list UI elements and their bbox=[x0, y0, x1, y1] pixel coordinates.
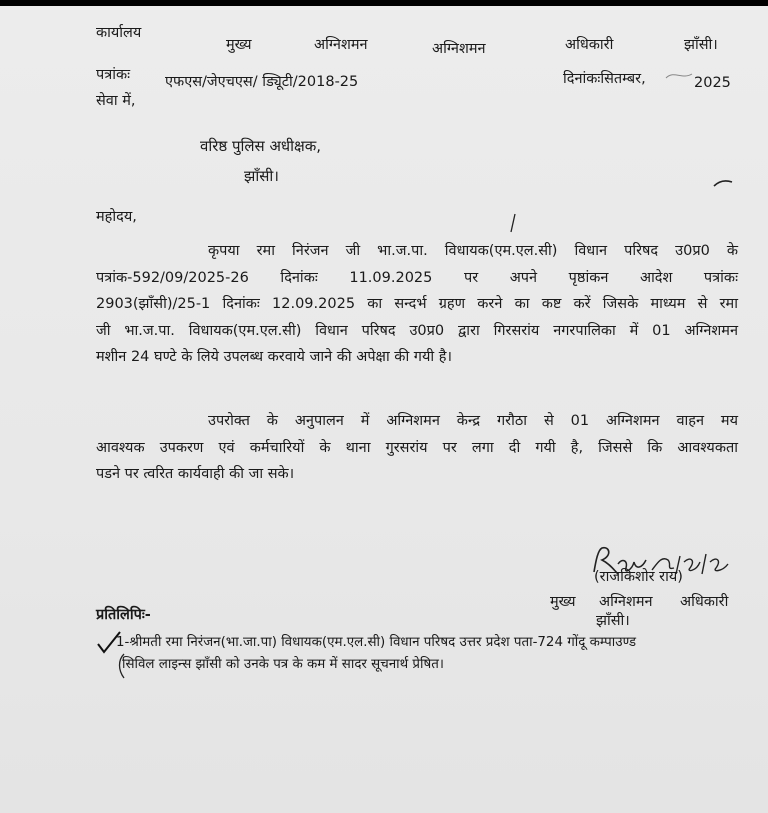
para1-line-1: कृपया रमा निरंजन जी भा.ज.पा. विधायक(एम.एल.सी) विधान परिषद उ0प्र0 के bbox=[208, 243, 738, 259]
date-smudge bbox=[664, 66, 694, 86]
ref-number: एफएस/जेएचएस/ ड्यिूटी/2018-25 bbox=[165, 74, 359, 90]
header-word-officer: अधिकारी bbox=[565, 37, 614, 53]
header-word-fire-1: अग्निशमन bbox=[314, 37, 368, 53]
para2-line-1: उपरोक्त के अनुपालन में अग्निशमन केन्द्र गरौठा से 01 अग्निशमन वाहन मय bbox=[208, 413, 738, 429]
recipient-title: वरिष्ठ पुलिस अधीक्षक, bbox=[200, 137, 322, 155]
signatory-word-officer: अधिकारी bbox=[680, 594, 729, 610]
ref-label: पत्रांकः bbox=[96, 67, 131, 83]
para1-line-4: जी भा.ज.पा. विधायक(एम.एल.सी) विधान परिषद उ0प्र0 द्वारा गिरसरांय नगरपालिका में 01 अग्निशमन bbox=[96, 322, 738, 339]
signatory-word-chief: मुख्य bbox=[550, 594, 576, 610]
header-word-chief: मुख्य bbox=[226, 37, 252, 53]
copy-line-2: सिविल लाइन्स झाँसी को उनके पत्र के कम में सादर सूचनार्थ प्रेषित। bbox=[122, 657, 444, 672]
para2-line-3: पडने पर त्वरित कार्यवाही की जा सके। bbox=[96, 466, 295, 482]
letter-page bbox=[0, 6, 768, 813]
ref-year: 2025 bbox=[694, 75, 731, 91]
ref-date-label: दिनांकःसितम्बर, bbox=[563, 71, 646, 87]
signatory-place: झाँसी। bbox=[596, 613, 630, 629]
pen-stroke-mark bbox=[508, 212, 518, 234]
paragraph-1 bbox=[96, 238, 738, 371]
paragraph-2 bbox=[96, 408, 738, 488]
para1-line-2: पत्रांक-592/09/2025-26 दिनांकः 11.09.2025 पर अपने पृष्ठांकन आदेश पत्रांकः bbox=[96, 269, 738, 286]
signatory-name: (राजकिशोर राय) bbox=[594, 569, 683, 585]
header-place: झाँसी। bbox=[684, 37, 718, 53]
corner-pen-mark bbox=[712, 176, 734, 190]
copy-label: प्रतिलिपिः- bbox=[96, 607, 151, 623]
para2-line-2: आवश्यक उपकरण एवं कर्मचारियों के थाना गुरसरांय पर लगा दी गयी है, जिससे कि आवश्यकता bbox=[96, 439, 738, 456]
copy-line-1: 1-श्रीमती रमा निरंजन(भा.जा.पा) विधायक(एम.एल.सी) विधान परिषद उत्तर प्रदेश पता-724 गोंदू कम्पाउण्ड bbox=[116, 635, 637, 650]
para1-line-3: 2903(झाँसी)/25-1 दिनांकः 12.09.2025 का सन्दर्भ ग्रहण करने का कष्ट करें जिसके माध्यम से रमा bbox=[96, 296, 738, 312]
para1-line-5: मशीन 24 घण्टे के लिये उपलब्ध करवाये जाने की अपेक्षा की गयी है। bbox=[96, 349, 452, 365]
header-word-fire-2: अग्निशमन bbox=[432, 41, 486, 57]
signatory-word-fire: अग्निशमन bbox=[599, 594, 653, 610]
seva-mein: सेवा में, bbox=[96, 93, 136, 109]
office-label: कार्यालय bbox=[96, 25, 142, 41]
salutation: महोदय, bbox=[96, 209, 137, 225]
recipient-place: झाँसी। bbox=[244, 167, 279, 185]
bracket-mark bbox=[116, 652, 126, 680]
